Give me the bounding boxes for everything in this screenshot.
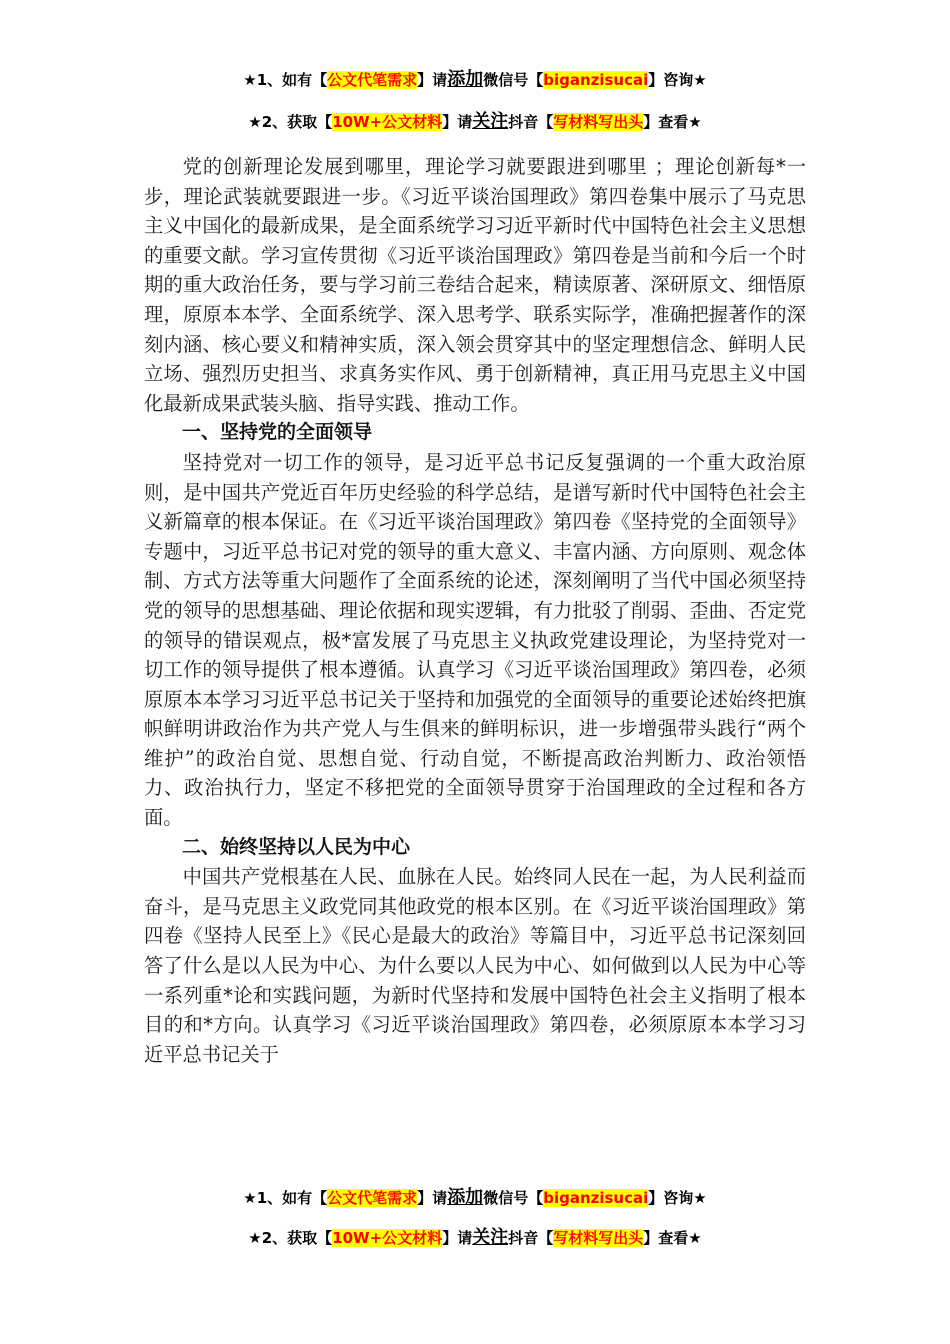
highlight-text: 写材料写出头 <box>553 1229 644 1247</box>
section-2-paragraph: 中国共产党根基在人民、血脉在人民。始终同人民在一起，为人民利益而奋斗，是马克思主义政党同其他政党的根本区别。在《习近平谈治国理政》第四卷《坚持人民至上》《民心是最大的政治》等篇目中，习近平总书记深刻回答了什么是以人民为中心、为什么要以人民为中心、如何做到以人民为中心等一系列重*论和实践问题，为新时代坚持和发展中国特色社会主义指明了根本目的和*方向。认真学习《习近平谈治国理政》第四卷，必须原原本本学习习近平总书记关于 <box>144 865 806 1066</box>
underlined-text: 关注 <box>472 1227 509 1248</box>
highlight-text: 写材料写出头 <box>553 113 644 131</box>
top-banner-line-1 <box>0 68 950 92</box>
banner-text: 】咨询★ <box>648 1189 707 1207</box>
underlined-text: 添加 <box>447 1187 484 1208</box>
banner-text: ★2、获取【 <box>248 113 333 131</box>
top-banner-line-2 <box>0 110 950 134</box>
banner-text: 抖音【 <box>508 1229 554 1247</box>
banner-text: 】请 <box>442 1229 473 1247</box>
bottom-banner-line-1 <box>0 1186 950 1210</box>
section-heading-1: 一、坚持党的全面领导 <box>182 421 373 444</box>
banner-text: 】咨询★ <box>648 71 707 89</box>
banner-text: 】查看★ <box>643 113 702 131</box>
bottom-banner-line-2 <box>0 1226 950 1250</box>
banner-text: ★1、如有【 <box>243 1189 328 1207</box>
highlight-text: 10W+公文材料 <box>332 113 443 131</box>
highlight-text: 公文代笔需求 <box>327 71 418 89</box>
banner-text: ★2、获取【 <box>248 1229 333 1247</box>
banner-text: 微信号【 <box>483 71 544 89</box>
highlight-text: biganzisucai <box>543 1189 649 1207</box>
highlight-text: biganzisucai <box>543 71 649 89</box>
highlight-text: 公文代笔需求 <box>327 1189 418 1207</box>
document-body <box>144 152 806 1069</box>
section-1-paragraph: 坚持党对一切工作的领导，是习近平总书记反复强调的一个重大政治原则，是中国共产党近百年历史经验的科学总结，是谱写新时代中国特色社会主义新篇章的根本保证。在《习近平谈治国理政》第四卷《坚持党的全面领导》专题中，习近平总书记对党的领导的重大意义、丰富内涵、方向原则、观念体制、方式方法等重大问题作了全面系统的论述，深刻阐明了当代中国必须坚持党的领导的思想基础、理论依据和现实逻辑，有力批驳了削弱、歪曲、否定党的领导的错误观点，极*富发展了马克思主义执政党建设理论，为坚持党对一切工作的领导提供了根本遵循。认真学习《习近平谈治国理政》第四卷，必须原原本本学习习近平总书记关于坚持和加强党的全面领导的重要论述始终把旗帜鲜明讲政治作为共产党人与生俱来的鲜明标识，进一步增强带头践行“两个维护”的政治自觉、思想自觉、行动自觉，不断提高政治判断力、政治领悟力、政治执行力，坚定不移把党的全面领导贯穿于治国理政的全过程和各方面。 <box>144 450 806 830</box>
section-heading-2: 二、始终坚持以人民为中心 <box>182 835 411 858</box>
banner-text: 】请 <box>442 113 473 131</box>
banner-text: 】请 <box>417 71 448 89</box>
highlight-text: 10W+公文材料 <box>332 1229 443 1247</box>
banner-text: 】查看★ <box>643 1229 702 1247</box>
banner-text: 抖音【 <box>508 113 554 131</box>
banner-text: ★1、如有【 <box>243 71 328 89</box>
underlined-text: 添加 <box>447 69 484 90</box>
banner-text: 】请 <box>417 1189 448 1207</box>
banner-text: 微信号【 <box>483 1189 544 1207</box>
underlined-text: 关注 <box>472 111 509 132</box>
intro-paragraph: 党的创新理论发展到哪里，理论学习就要跟进到哪里 ；理论创新每*一步，理论武装就要跟进一步。《习近平谈治国理政》第四卷集中展示了马克思主义中国化的最新成果，是全面系统学习习近平新时代中国特色社会主义思想的重要文献。学习宣传贯彻《习近平谈治国理政》第四卷是当前和今后一个时期的重大政治任务，要与学习前三卷结合起来，精读原著、深研原文、细悟原理，原原本本学、全面系统学、深入思考学、联系实际学，准确把握著作的深刻内涵、核心要义和精神实质，深入领会贯穿其中的坚定理想信念、鲜明人民立场、强烈历史担当、求真务实作风、勇于创新精神，真正用马克思主义中国化最新成果武装头脑、指导实践、推动工作。 <box>144 155 806 415</box>
